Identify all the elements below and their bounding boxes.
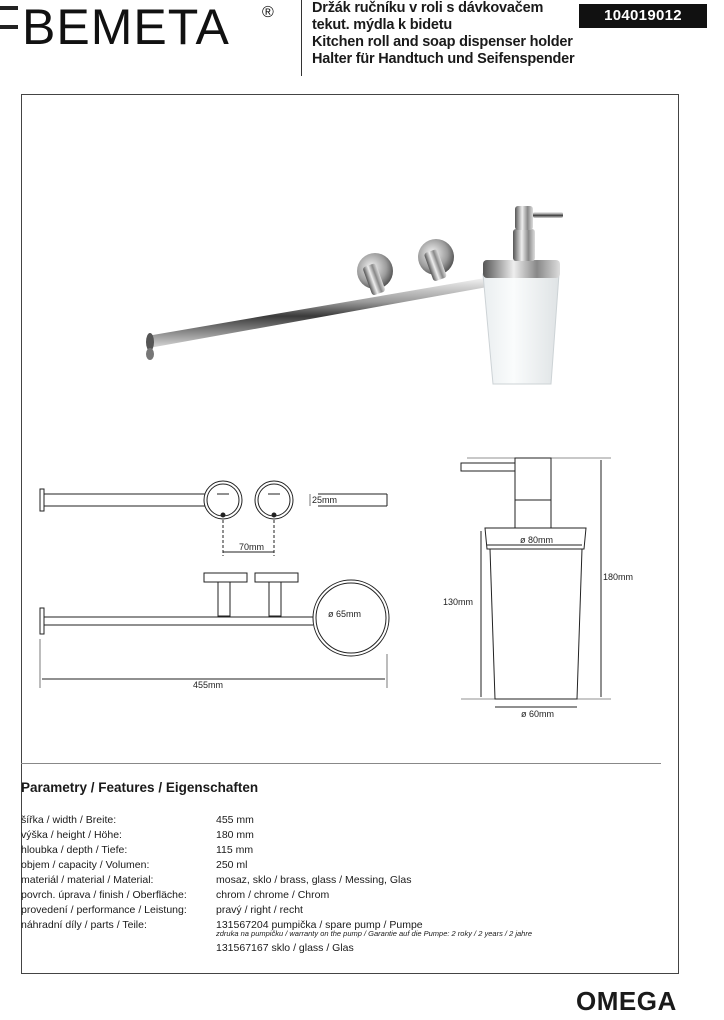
dimension-mount-spacing: 70mm <box>239 542 265 552</box>
dimension-dispenser-total-height: 180mm <box>603 572 634 582</box>
title-czech-line1: Držák ručníku v roli s dávkovačem <box>312 0 544 16</box>
top-view-drawing <box>40 481 387 556</box>
spec-value: 250 ml <box>216 859 248 871</box>
dimension-dispenser-top-diameter: ø 80mm <box>520 535 554 545</box>
brand-wordmark: BEMETA <box>22 0 230 55</box>
dimension-dispenser-bottom-diameter: ø 60mm <box>521 709 555 719</box>
spec-value: 455 mm <box>216 814 254 826</box>
spec-label: materiál / material / Material: <box>21 874 154 886</box>
spec-value: 115 mm <box>216 844 254 856</box>
spec-value: 180 mm <box>216 829 254 841</box>
spec-row <box>21 888 661 903</box>
title-english: Kitchen roll and soap dispenser holder <box>312 34 573 50</box>
spec-row <box>21 858 661 873</box>
product-photo <box>146 206 563 384</box>
spec-row <box>21 903 661 918</box>
spec-label: výška / height / Höhe: <box>21 829 122 841</box>
spec-row <box>21 843 661 858</box>
dimension-total-width: 455mm <box>193 680 224 690</box>
product-code-badge: 104019012 <box>579 4 707 28</box>
technical-drawing <box>21 94 679 774</box>
title-czech-line2: tekut. mýdla k bidetu <box>312 17 453 33</box>
header-divider <box>301 0 302 76</box>
product-title-block <box>312 0 575 68</box>
front-view-drawing <box>40 573 389 688</box>
brand-logo <box>0 0 290 60</box>
spec-value: pravý / right / recht <box>216 904 303 916</box>
features-divider <box>21 763 661 764</box>
dimension-dispenser-body-height: 130mm <box>443 597 474 607</box>
spec-label: šířka / width / Breite: <box>21 814 117 826</box>
spec-value: chrom / chrome / Chrom <box>216 889 330 901</box>
dimension-mount-height: 25mm <box>312 495 338 505</box>
spare-part-glass: 131567167 sklo / glass / Glas <box>216 942 354 954</box>
spec-label: povrch. úprava / finish / Oberfläche: <box>21 889 187 901</box>
dimension-ring-diameter: ø 65mm <box>328 609 362 619</box>
spec-value: mosaz, sklo / brass, glass / Messing, Glas <box>216 874 412 886</box>
registered-mark: ® <box>262 4 274 21</box>
spec-row <box>21 813 661 828</box>
spec-label: hloubka / depth / Tiefe: <box>21 844 128 856</box>
warranty-note: zdruka na pumpičku / warranty on the pump / Garantie auf die Pumpe: 2 roky / 2 years / 2 jahre <box>216 929 532 938</box>
spec-value: 131567204 pumpička / spare pump / Pumpe <box>216 919 423 931</box>
spec-row <box>21 873 661 888</box>
spec-label: provedení / performance / Leistung: <box>21 904 187 916</box>
features-title: Parametry / Features / Eigenschaften <box>21 780 259 795</box>
spec-label: náhradní díly / parts / Teile: <box>21 919 147 931</box>
spec-label: objem / capacity / Volumen: <box>21 859 150 871</box>
title-german: Halter für Handtuch und Seifenspender <box>312 51 575 67</box>
series-name: OMEGA <box>576 986 677 1016</box>
dispenser-drawing <box>461 458 611 707</box>
spec-row <box>21 828 661 843</box>
